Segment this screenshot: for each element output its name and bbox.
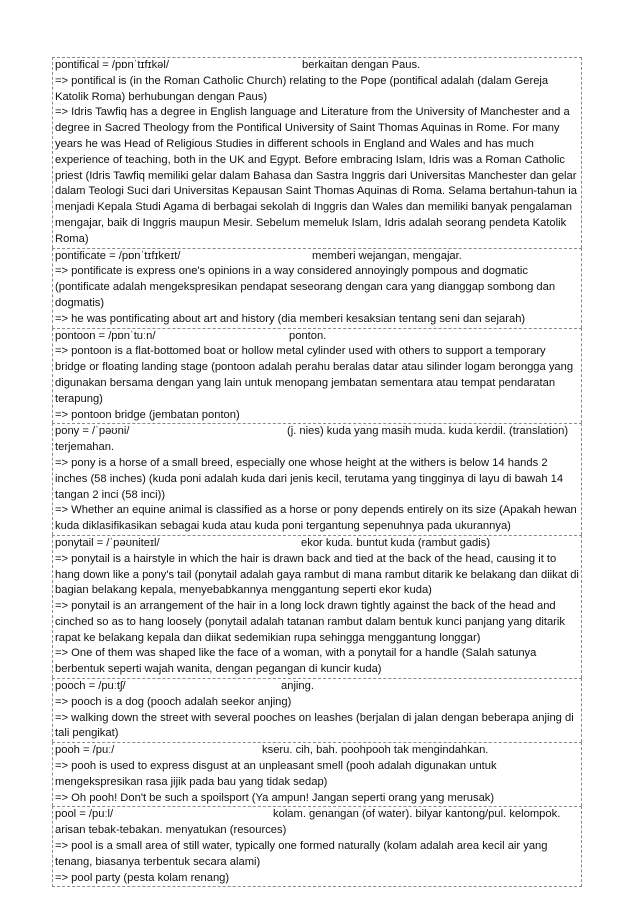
- translation: memberi wejangan, mengajar.: [312, 249, 462, 262]
- translation: (j. nies) kuda yang masih muda. kuda kerdil. (translation) terjemahan.: [55, 425, 569, 454]
- entry-headline: [55, 58, 579, 74]
- headword: pony = /ˈpəʊni/: [55, 425, 130, 438]
- translation: anjing.: [281, 680, 314, 693]
- dictionary-page: [52, 57, 582, 887]
- example-line: => pontifical is (in the Roman Catholic Church) relating to the Pope (pontifical adalah (dalam Gereja Katolik Roma) berhubungan dengan Paus): [55, 74, 549, 103]
- example-line: => One of them was shaped like the face of a woman, with a ponytail for a handle (Salah satunya berbentuk seperti wajah wanita, dengan pegangan di kuncir kuda): [55, 647, 537, 676]
- entry-pooh: [52, 742, 582, 806]
- entry-headline: [55, 249, 579, 265]
- headword: pontoon = /pɒnˈtuːn/: [55, 329, 156, 342]
- example-line: => Whether an equine animal is classified as a horse or pony depends entirely on its size (Apakah hewan kuda diklasifikasikan sebagai kuda atau kuda poni tergantung sepenuhnya pada ukurannya): [55, 504, 577, 533]
- entry-headline: [55, 536, 579, 552]
- example-line: => Oh pooh! Don't be such a spoilsport (Ya ampun! Jangan seperti orang yang merusak): [55, 791, 495, 804]
- translation: ponton.: [289, 329, 327, 342]
- entry-pontoon: [52, 328, 582, 424]
- example-line: => pool party (pesta kolam renang): [55, 871, 230, 884]
- example-line: => pontificate is express one's opinions in a way considered annoyingly pompous and dogmatic (pontificate adalah mengekspresikan pendapat seseorang dengan cara yang dianggap sombong dan dogmatis): [55, 265, 556, 309]
- translation: berkaitan dengan Paus.: [302, 59, 421, 71]
- headword: pontifical = /pɒnˈtɪfɪkəl/: [55, 59, 169, 71]
- entry-headline: [55, 807, 579, 839]
- example-line: => pontoon is a flat-bottomed boat or hollow metal cylinder used with others to support a temporary bridge or floating landing stage (pontoon adalah perahu beralas datar atau silinder logam berongga yang digunakan bersama dengan yang lain untuk menopang jembatan sementara atau tempat pendaratan terapung): [55, 345, 574, 405]
- entry-ponytail: [52, 535, 582, 678]
- entry-pontifical: [52, 57, 582, 248]
- headword: ponytail = /ˈpəʊniteɪl/: [55, 536, 160, 549]
- example-line: => ponytail is a hairstyle in which the hair is drawn back and tied at the back of the head, causing it to hang down like a pony's tail (ponytail adalah gaya rambut di mana rambut ditarik ke belakang dan diikat di bagian belakang kepala, menyebabkannya menggantung seperti ekor kuda): [55, 552, 579, 597]
- headword: pontificate = /pɒnˈtɪfɪkeɪt/: [55, 249, 181, 262]
- entry-headline: [55, 329, 579, 345]
- translation: kolam. genangan (of water). bilyar kantong/pul. kelompok. arisan tebak-tebakan. menyatukan (resources): [55, 808, 561, 837]
- example-line: => Idris Tawfiq has a degree in English language and Literature from the University of Manchester and a degree in Sacred Theology from the Pontifical University of Saint Thomas Aquinas in Rome. For many years he was Head of Religious Studies in different schools in England and Wales and has much experience of teaching, both in the UK and Egypt. Before embracing Islam, Idris was a Roman Catholic priest (Idris Tawfiq memiliki gelar dalam Bahasa dan Sastra Inggris dari Universitas Manchester dan gelar dalam Teologi Suci dari Universitas Kepausan Saint Thomas Aquinas di Roma. Selama bertahun-tahun ia menjadi Kepala Studi Agama di berbagai sekolah di Inggris dan Wales dan memiliki banyak pengalaman mengajar, baik di Inggris maupun Mesir. Sebelum memeluk Islam, Idris adalah seorang pendeta Katolik Roma): [55, 106, 577, 245]
- example-line: => pontoon bridge (jembatan ponton): [55, 408, 240, 421]
- example-line: => he was pontificating about art and history (dia memberi kesaksian tentang seni dan sejarah): [55, 312, 526, 325]
- example-line: => pony is a horse of a small breed, especially one whose height at the withers is below 14 hands 2 inches (58 inches) (kuda poni adalah kuda dari jenis kecil, terutama yang tingginya di layu di bawah 14 tangan 2 inci (58 inci)): [55, 456, 564, 501]
- entry-headline: [55, 424, 579, 456]
- translation: kseru. cih, bah. poohpooh tak mengindahkan.: [262, 744, 489, 757]
- translation: ekor kuda. buntut kuda (rambut gadis): [301, 536, 491, 549]
- entry-pool: [52, 806, 582, 887]
- example-line: => pooch is a dog (pooch adalah seekor anjing): [55, 695, 292, 708]
- entry-pooch: [52, 678, 582, 742]
- entry-pony: [52, 423, 582, 535]
- example-line: => pooh is used to express disgust at an unpleasant smell (pooh adalah digunakan untuk mengekspresikan rasa jijik pada bau yang tidak sedap): [55, 760, 497, 788]
- headword: pooch = /puːtʃ/: [55, 680, 126, 693]
- entry-headline: [55, 743, 579, 759]
- entry-pontificate: [52, 248, 582, 328]
- example-line: => pool is a small area of still water, typically one formed naturally (kolam adalah area kecil air yang tenang, biasanya terbentuk secara alami): [55, 840, 548, 868]
- example-line: => walking down the street with several pooches on leashes (berjalan di jalan dengan beberapa anjing di tali pengikat): [55, 711, 574, 740]
- headword: pool = /puːl/: [55, 808, 114, 821]
- entry-headline: [55, 679, 579, 695]
- headword: pooh = /puː/: [55, 744, 115, 757]
- example-line: => ponytail is an arrangement of the hair in a long lock drawn tightly against the back of the head and cinched so as to hang loosely (ponytail adalah tatanan rambut dalam bentuk kunci panjang yang ditarik rapat ke belakang kepala dan diikat sedemikian rupa sehingga menggantung longgar): [55, 600, 565, 644]
